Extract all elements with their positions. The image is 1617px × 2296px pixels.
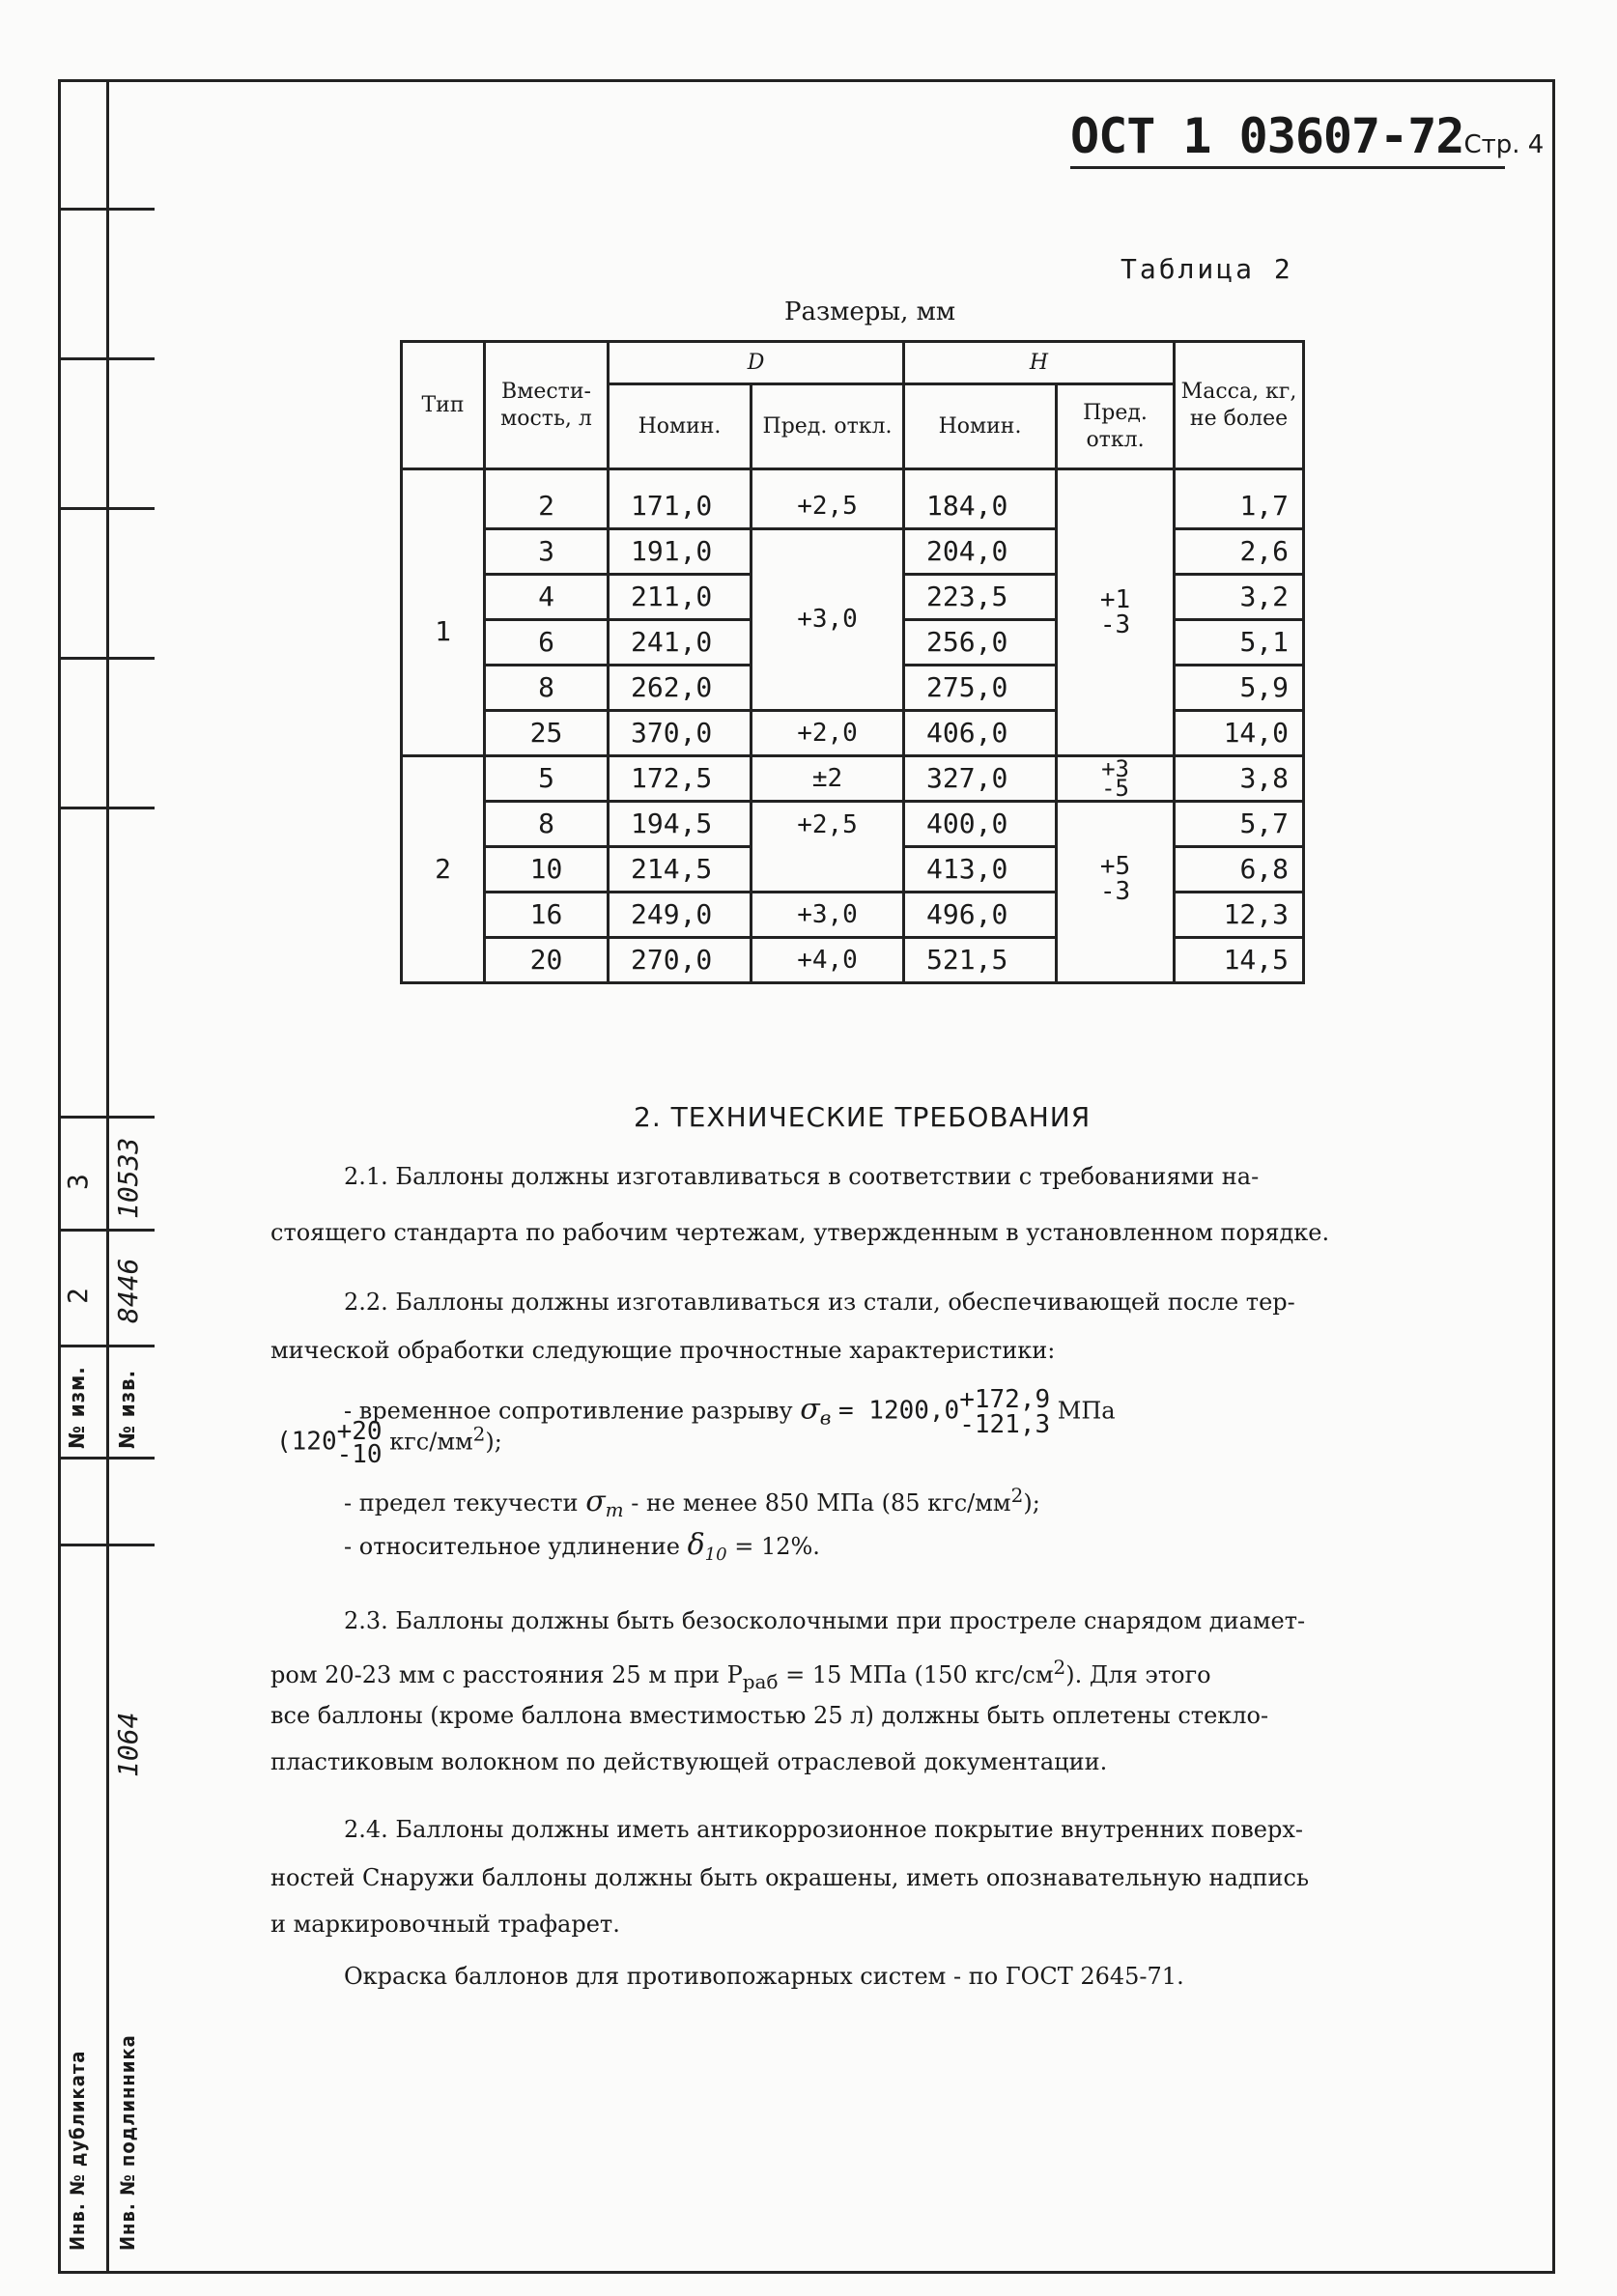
cell-d-deviation: ±2 xyxy=(752,755,904,801)
header-capacity: Вмести-мость, л xyxy=(485,342,609,469)
cell-d-nominal: 211,0 xyxy=(609,574,752,619)
cell-capacity: 5 xyxy=(485,755,609,801)
margin-rule xyxy=(58,1457,155,1460)
cell-capacity: 8 xyxy=(485,801,609,846)
cell-d-nominal: 191,0 xyxy=(609,528,752,574)
cell-d-nominal: 241,0 xyxy=(609,619,752,665)
header-d-nominal: Номин. xyxy=(609,384,752,469)
margin-label-original: Инв. № подлинника xyxy=(116,2034,139,2251)
paragraph-2-3-line1: 2.3. Баллоны должны быть безосколочными при прострелe снарядом диамет- xyxy=(344,1607,1306,1634)
paragraph-2-3-line3: все баллоны (кроме баллона вместимостью 25 л) должны быть оплетены стекло- xyxy=(270,1702,1269,1729)
cell-d-nominal: 249,0 xyxy=(609,892,752,937)
cell-mass: 3,2 xyxy=(1175,574,1304,619)
cell-d-nominal: 171,0 xyxy=(609,485,752,529)
cell-mass: 2,6 xyxy=(1175,528,1304,574)
cell-mass: 3,8 xyxy=(1175,755,1304,801)
margin-notice-number: 10533 xyxy=(112,1137,144,1219)
table-caption: Таблица 2 xyxy=(1121,253,1293,285)
cell-d-nominal: 194,5 xyxy=(609,801,752,846)
cell-h-nominal: 521,5 xyxy=(904,937,1057,982)
cell-h-dev-group2: +5 -3 xyxy=(1057,801,1175,982)
cell-mass: 14,0 xyxy=(1175,710,1304,755)
header-type: Тип xyxy=(402,342,485,469)
cell-h-nominal: 256,0 xyxy=(904,619,1057,665)
header-h-deviation: Пред. откл. xyxy=(1057,384,1175,469)
paragraph-2-4-line2: ностей Снаружи баллоны должны быть окрашены, иметь опознавательную надпись xyxy=(270,1864,1310,1891)
paragraph-2-4-line1: 2.4. Баллоны должны иметь антикоррозионное покрытие внутренних поверх- xyxy=(344,1816,1303,1843)
cell-capacity: 25 xyxy=(485,710,609,755)
header-d: D xyxy=(609,342,904,384)
margin-notice-number: 8446 xyxy=(112,1258,144,1323)
cell-d-nominal: 214,5 xyxy=(609,846,752,892)
cell-h-nominal: 327,0 xyxy=(904,755,1057,801)
cell-h-dev-row5: +3 -5 xyxy=(1057,755,1175,801)
cell-h-nominal: 496,0 xyxy=(904,892,1057,937)
paragraph-2-3-line2: ром 20-23 мм с расстояния 25 м при $P_{раб} = 15$ МПа (150 кгс/$см^2$). Для этого xyxy=(270,1656,1211,1693)
paragraph-2-1-line2: стоящего стандарта по рабочим чертежам, утвержденным в установленном порядке. xyxy=(270,1219,1330,1246)
cell-mass: 5,7 xyxy=(1175,801,1304,846)
header-d-deviation: Пред. откл. xyxy=(752,384,904,469)
cell-d-nominal: 270,0 xyxy=(609,937,752,982)
cell-h-nominal: 413,0 xyxy=(904,846,1057,892)
cell-type: 2 xyxy=(402,755,485,982)
margin-rule xyxy=(58,1345,155,1347)
margin-rule xyxy=(58,1544,155,1546)
cell-h-nominal: 184,0 xyxy=(904,485,1057,529)
cell-h-nominal: 223,5 xyxy=(904,574,1057,619)
paragraph-2-4-line3: и маркировочный трафарет. xyxy=(270,1911,620,1938)
cell-h-nominal: 204,0 xyxy=(904,528,1057,574)
bullet-yield-strength: - предел текучести $\sigma_т$ - не менее 850 МПа (85 кгс/$мм^2$); xyxy=(344,1484,1040,1521)
dimensions-table xyxy=(400,340,1305,984)
cell-d-nominal: 172,5 xyxy=(609,755,752,801)
cell-d-deviation: +3,0 xyxy=(752,892,904,937)
cell-mass: 12,3 xyxy=(1175,892,1304,937)
margin-rule xyxy=(58,1116,155,1119)
cell-d-deviation: +2,0 xyxy=(752,710,904,755)
bullet-elongation: - относительное удлинение $\delta_{10} = 12\%$. xyxy=(344,1528,820,1565)
document-designation xyxy=(1070,108,1545,169)
margin-label-notice: № изв. xyxy=(116,1369,140,1449)
cell-mass: 14,5 xyxy=(1175,937,1304,982)
cell-h-nominal: 406,0 xyxy=(904,710,1057,755)
paragraph-2-2-line2: мической обработки следующие прочностные характеристики: xyxy=(270,1337,1056,1364)
margin-label-duplicate: Инв. № дубликата xyxy=(66,2050,89,2251)
margin-rule xyxy=(58,208,155,211)
standard-number: ОСТ 1 03607-72 xyxy=(1070,108,1464,164)
margin-change-number: 2 xyxy=(62,1288,94,1304)
cell-capacity: 20 xyxy=(485,937,609,982)
cell-d-deviation: +2,5 xyxy=(752,485,904,529)
margin-divider xyxy=(106,79,109,2274)
page-number: Стр. 4 xyxy=(1463,130,1545,159)
margin-rule xyxy=(58,1229,155,1232)
cell-capacity: 3 xyxy=(485,528,609,574)
cell-h-nominal: 400,0 xyxy=(904,801,1057,846)
margin-rule xyxy=(58,657,155,660)
margin-archive-number: 1064 xyxy=(112,1712,144,1777)
header-h-nominal: Номин. xyxy=(904,384,1057,469)
cell-mass: 5,1 xyxy=(1175,619,1304,665)
margin-rule xyxy=(58,807,155,809)
cell-capacity: 2 xyxy=(485,485,609,529)
cell-mass: 5,9 xyxy=(1175,665,1304,710)
header-mass: Масса, кг, не более xyxy=(1175,342,1304,469)
cell-h-nominal: 275,0 xyxy=(904,665,1057,710)
table-row xyxy=(402,801,1304,846)
margin-rule xyxy=(58,357,155,360)
cell-capacity: 10 xyxy=(485,846,609,892)
margin-change-number: 3 xyxy=(62,1174,94,1190)
table-row xyxy=(402,755,1304,801)
table-units: Размеры, мм xyxy=(784,298,956,326)
bullet-tensile-strength-alt: (120 +20 -10 кгс/$мм^2$); xyxy=(276,1417,502,1469)
cell-capacity: 4 xyxy=(485,574,609,619)
paragraph-2-3-line4: пластиковым волокном по действующей отраслевой документации. xyxy=(270,1748,1108,1775)
cell-capacity: 16 xyxy=(485,892,609,937)
cell-d-deviation: +3,0 xyxy=(752,528,904,710)
cell-d-nominal: 370,0 xyxy=(609,710,752,755)
paragraph-2-2-line1: 2.2. Баллоны должны изготавливаться из стали, обеспечивающей после тер- xyxy=(344,1289,1295,1316)
cell-h-dev-group1: +1 -3 xyxy=(1057,469,1175,756)
cell-capacity: 8 xyxy=(485,665,609,710)
cell-d-deviation: +2,5 xyxy=(752,801,904,892)
bullet-tensile-strength: - временное сопротивление разрыву $\sigma_в = 1200,0$ +172,9 -121,3 МПа xyxy=(344,1385,1116,1439)
section-title: 2. ТЕХНИЧЕСКИЕ ТРЕБОВАНИЯ xyxy=(634,1101,1092,1133)
cell-mass: 6,8 xyxy=(1175,846,1304,892)
header-h: H xyxy=(904,342,1175,384)
cell-capacity: 6 xyxy=(485,619,609,665)
cell-d-deviation: +4,0 xyxy=(752,937,904,982)
margin-label-change: № изм. xyxy=(66,1366,90,1449)
paragraph-2-1-line1: 2.1. Баллоны должны изготавливаться в соответствии с требованиями на- xyxy=(344,1163,1260,1190)
cell-d-nominal: 262,0 xyxy=(609,665,752,710)
cell-type: 1 xyxy=(402,469,485,756)
paragraph-painting: Окраска баллонов для противопожарных систем - по ГОСТ 2645-71. xyxy=(344,1963,1184,1990)
margin-rule xyxy=(58,507,155,510)
cell-mass: 1,7 xyxy=(1175,485,1304,529)
